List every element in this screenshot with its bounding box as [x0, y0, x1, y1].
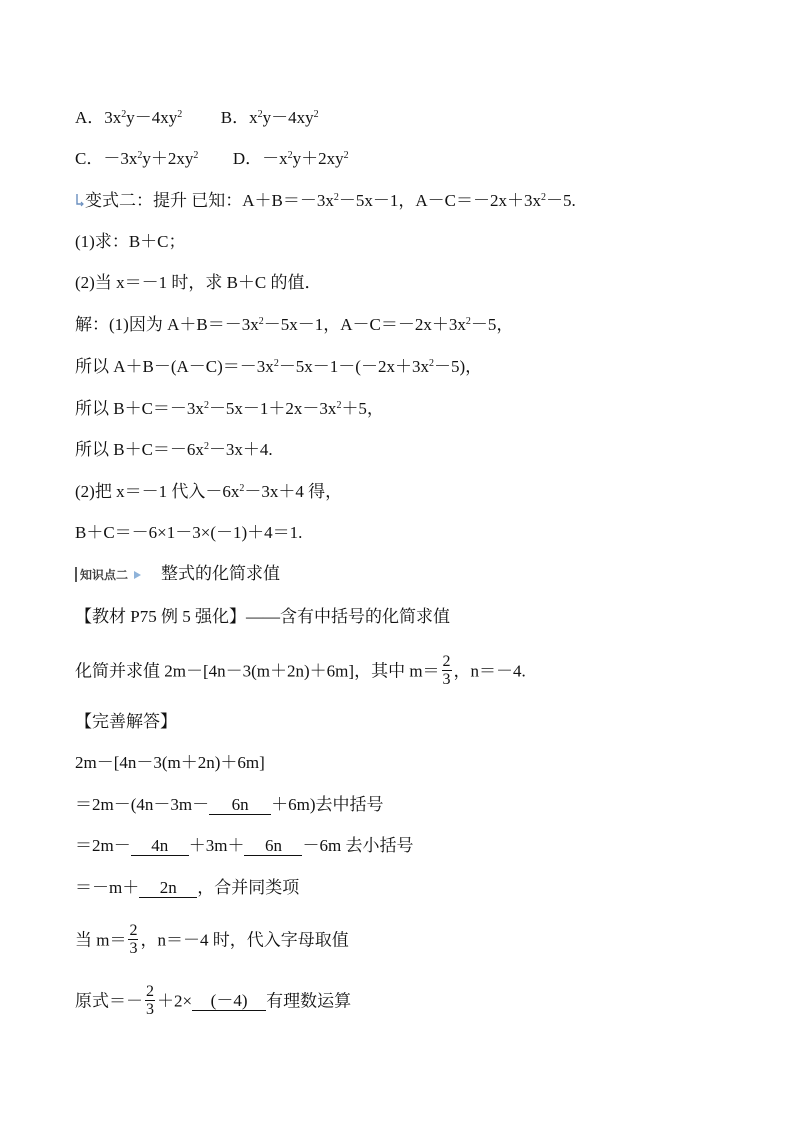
knowledge-point-title: 整式的化简求值	[161, 564, 281, 583]
variant-two-question: 变式二：提升 已知：$A+B=-3x^2-5x-1$，$A-C=-2x+3x^2-5$.	[75, 190, 576, 213]
work-line-1: 2m－[4n－3(m＋2n)＋6m]	[75, 753, 265, 772]
solution-line-4: 所以 $B+C=-6x^2-3x+4$.	[75, 440, 273, 459]
fraction: $\frac{2}{3}$	[442, 653, 451, 688]
option-d: D．$-x^2y+2xy^2$	[232, 149, 349, 168]
work-line-6: 原式＝－ $\frac{2}{3}$ ＋2× (－4) 有理数运算	[75, 983, 352, 1018]
textbook-reference: 【教材 P75 例 5 强化】——含有中括号的化简求值	[75, 607, 450, 626]
answer-blank[interactable]: 4n	[131, 837, 189, 856]
options-row-cd	[75, 148, 349, 170]
option-c: C．$-3x^2y+2xy^2$	[75, 149, 199, 168]
work-line-5: 当 m＝ $\frac{2}{3}$ ，n＝－4 时，代入字母取值	[75, 922, 349, 957]
knowledge-point-heading	[75, 563, 280, 585]
fraction: $\frac{2}{3}$	[146, 983, 154, 1018]
question-2: (2)当 x＝－1 时，求 B＋C 的值．	[75, 273, 322, 292]
answer-blank[interactable]: (－4)	[192, 992, 266, 1011]
complete-answer-heading: 【完善解答】	[75, 712, 177, 731]
work-line-3: ＝2m－ 4n ＋3m＋ 6n －6m 去小括号	[75, 836, 414, 855]
answer-blank[interactable]: 6n	[244, 837, 302, 856]
solution-line-3: 所以 $B+C=-3x^2-5x-1+2x-3x^2+5$，	[75, 399, 384, 418]
knowledge-point-badge: 知识点二	[75, 567, 132, 582]
solution-line-5: (2)把 x＝－1 代入$-6x^2-3x+4$ 得，	[75, 482, 343, 501]
example-problem: 化简并求值 2m－[4n－3(m＋2n)＋6m]，其中 m＝ $\frac{2}{3}$ ，n＝－4.	[75, 653, 526, 688]
work-line-2: ＝2m－(4n－3m－ 6n ＋6m)去中括号	[75, 795, 384, 814]
option-a: A．$3x^2y-4xy^2$	[75, 108, 183, 127]
solution-line-2: 所以 $A+B-(A-C)=-3x^2-5x-1-(-2x+3x^2-5)$，	[75, 357, 483, 376]
question-1: (1)求：B＋C；	[75, 232, 186, 251]
arrow-icon	[134, 571, 141, 579]
solution-line-6: B＋C＝－6×1－3×(－1)＋4＝1.	[75, 523, 303, 542]
variant-marker-icon	[75, 191, 85, 213]
options-row-ab	[75, 107, 319, 129]
answer-blank[interactable]: 6n	[209, 796, 271, 815]
work-line-4: ＝－m＋ 2n ，合并同类项	[75, 878, 300, 897]
solution-line-1: 解：(1)因为 $A+B=-3x^2-5x-1$，$A-C=-2x+3x^2-5$，	[75, 315, 514, 334]
option-b: B．$x^2y-4xy^2$	[220, 108, 319, 127]
fraction: $\frac{2}{3}$	[129, 922, 138, 957]
answer-blank[interactable]: 2n	[139, 879, 197, 898]
